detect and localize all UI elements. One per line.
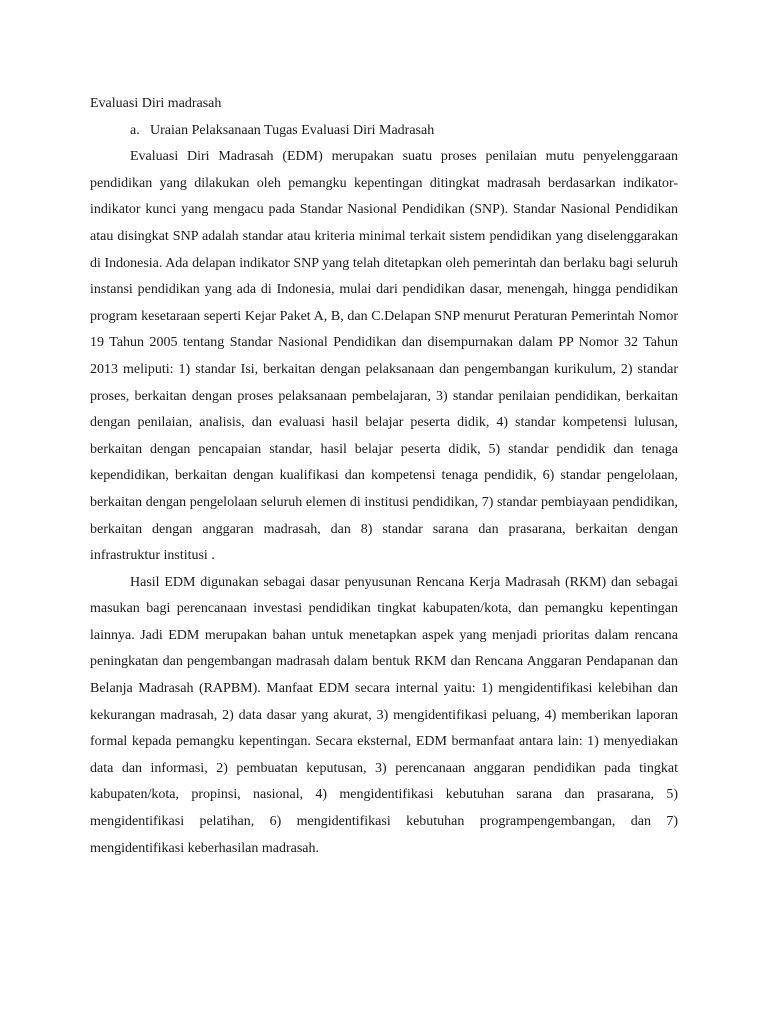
paragraph-edm-definition: Evaluasi Diri Madrasah (EDM) merupakan suatu proses penilaian mutu penyelenggaraan pendidikan yang dilakukan oleh pemangku kepentingan ditingkat madrasah berdasarkan indikator-indikator kunci yang mengacu pada Standar Nasional Pendidikan (SNP). Standar Nasional Pendidikan atau disingkat SNP adalah standar atau kriteria minimal terkait sistem pendidikan yang diselenggarakan di Indonesia. Ada delapan indikator SNP yang telah ditetapkan oleh pemerintah dan berlaku bagi seluruh instansi pendidikan yang ada di Indonesia, mulai dari pendidikan dasar, menengah, hingga pendidikan program kesetaraan seperti Kejar Paket A, B, dan C.Delapan SNP menurut Peraturan Pemerintah Nomor 19 Tahun 2005 tentang Standar Nasional Pendidikan dan disempurnakan dalam PP Nomor 32 Tahun 2013 meliputi: 1) standar Isi, berkaitan dengan pelaksanaan dan pengembangan kurikulum, 2) standar proses, berkaitan dengan proses pelaksanaan pembelajaran, 3) standar penilaian pendidikan, berkaitan dengan penilaian, analisis, dan evaluasi hasil belajar peserta didik, 4) standar kompetensi lulusan, berkaitan dengan pencapaian standar, hasil belajar peserta didik, 5) standar pendidik dan tenaga kependidikan, berkaitan dengan kualifikasi dan kompetensi tenaga pendidik, 6) standar pengelolaan, berkaitan dengan pengelolaan seluruh elemen di institusi pendidikan, 7) standar pembiayaan pendidikan, berkaitan dengan anggaran madrasah, dan 8) standar sarana dan prasarana, berkaitan dengan infrastruktur institusi .: [90, 149, 678, 564]
document-body: [90, 91, 678, 862]
section-marker: a.: [130, 122, 140, 138]
section-heading-text: Uraian Pelaksanaan Tugas Evaluasi Diri Madrasah: [150, 122, 435, 138]
paragraph-edm-results: Hasil EDM digunakan sebagai dasar penyusunan Rencana Kerja Madrasah (RKM) dan sebagai masukan bagi perencanaan investasi pendidikan tingkat kabupaten/kota, dan pemangku kepentingan lainnya. Jadi EDM merupakan bahan untuk menetapkan aspek yang menjadi prioritas dalam rencana peningkatan dan pengembangan madrasah dalam bentuk RKM dan Rencana Anggaran Pendapanan dan Belanja Madrasah (RAPBM). Manfaat EDM secara internal yaitu: 1) mengidentifikasi kelebihan dan kekurangan madrasah, 2) data dasar yang akurat, 3) mengidentifikasi peluang, 4) memberikan laporan formal kepada pemangku kepentingan. Secara eksternal, EDM bermanfaat antara lain: 1) menyediakan data dan informasi, 2) pembuatan keputusan, 3) perencanaan anggaran pendidikan pada tingkat kabupaten/kota, propinsi, nasional, 4) mengidentifikasi kebutuhan sarana dan prasarana, 5) mengidentifikasi pelatihan, 6) mengidentifikasi kebutuhan programpengembangan, dan 7) mengidentifikasi keberhasilan madrasah.: [90, 574, 678, 856]
document-title: Evaluasi Diri madrasah: [90, 96, 222, 111]
section-heading: [90, 118, 678, 145]
